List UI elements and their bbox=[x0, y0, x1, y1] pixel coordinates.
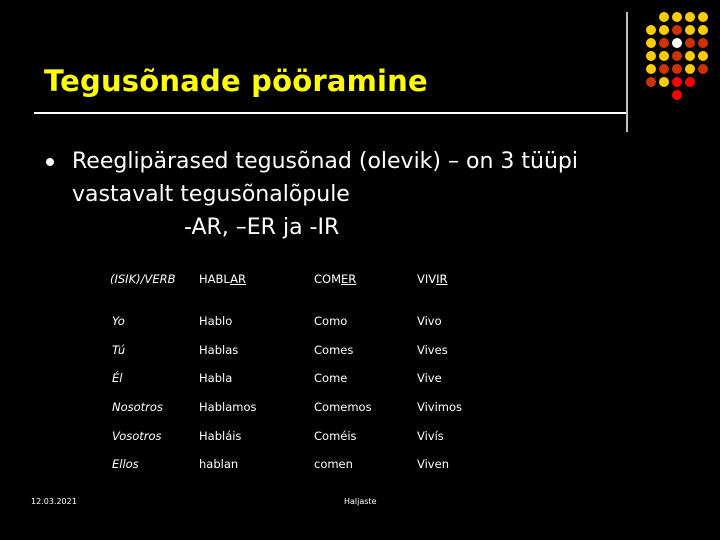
table-cell: hablan bbox=[199, 457, 239, 471]
table-cell: Hablamos bbox=[199, 400, 257, 414]
comer-ending: ER bbox=[341, 272, 357, 286]
bullet-icon bbox=[46, 158, 54, 166]
decor-dot bbox=[685, 25, 695, 35]
decor-dot bbox=[698, 38, 708, 48]
table-cell-person: Nosotros bbox=[112, 400, 163, 414]
table-cell: Vive bbox=[417, 371, 442, 385]
decor-dot bbox=[646, 38, 656, 48]
decor-dot bbox=[659, 51, 669, 61]
table-cell: Coméis bbox=[314, 429, 357, 443]
table-cell: comen bbox=[314, 457, 353, 471]
decor-dot bbox=[698, 25, 708, 35]
table-cell: Habla bbox=[199, 371, 233, 385]
decor-dot bbox=[672, 90, 682, 100]
decor-dot bbox=[672, 38, 682, 48]
table-cell: Vivimos bbox=[417, 400, 463, 414]
table-cell: Como bbox=[314, 314, 348, 328]
decor-dot bbox=[659, 25, 669, 35]
table-cell: Hablas bbox=[199, 343, 239, 357]
decor-vertical-line bbox=[626, 12, 628, 132]
decor-dot bbox=[672, 77, 682, 87]
decor-dot bbox=[646, 25, 656, 35]
table-header-vivir bbox=[417, 272, 448, 286]
bullet-line-1: Reeglipärased tegusõnad (olevik) – on 3 tüüpi bbox=[72, 149, 578, 174]
table-cell: Viven bbox=[417, 457, 449, 471]
table-cell: Vivís bbox=[417, 429, 444, 443]
table-header-person: (ISIK)/VERB bbox=[110, 272, 176, 286]
decor-dot bbox=[646, 51, 656, 61]
comer-stem: COM bbox=[314, 272, 342, 286]
hablar-ending: AR bbox=[230, 272, 246, 286]
table-cell: Hablo bbox=[199, 314, 233, 328]
hablar-stem: HABL bbox=[199, 272, 231, 286]
table-header-hablar bbox=[199, 272, 246, 286]
footer-label: Haljaste bbox=[344, 497, 377, 506]
table-cell: Come bbox=[314, 371, 348, 385]
decor-dot bbox=[685, 38, 695, 48]
table-cell: Vivo bbox=[417, 314, 442, 328]
title-underline bbox=[34, 112, 626, 114]
table-header-comer bbox=[314, 272, 356, 286]
vivir-ending: IR bbox=[436, 272, 448, 286]
decor-dot bbox=[659, 12, 669, 22]
vivir-stem: VIV bbox=[417, 272, 437, 286]
slide-title: Tegusõnade pööramine bbox=[44, 64, 428, 98]
decor-dot bbox=[646, 64, 656, 74]
table-cell: Habláis bbox=[199, 429, 242, 443]
decor-dot bbox=[672, 51, 682, 61]
decor-dot bbox=[685, 77, 695, 87]
decor-dot bbox=[672, 12, 682, 22]
table-cell: Comemos bbox=[314, 400, 372, 414]
decor-dot bbox=[672, 25, 682, 35]
table-cell-person: Él bbox=[112, 371, 123, 385]
footer-date: 12.03.2021 bbox=[31, 497, 77, 506]
table-cell-person: Tú bbox=[112, 343, 126, 357]
bullet-line-3: -AR, –ER ja -IR bbox=[184, 215, 340, 240]
decor-dot bbox=[685, 12, 695, 22]
decor-dot bbox=[646, 77, 656, 87]
table-cell-person: Yo bbox=[112, 314, 125, 328]
decor-dot bbox=[698, 64, 708, 74]
decor-dot bbox=[659, 64, 669, 74]
decor-dot bbox=[672, 64, 682, 74]
table-cell: Vives bbox=[417, 343, 448, 357]
decor-dot bbox=[659, 77, 669, 87]
table-cell-person: Ellos bbox=[112, 457, 139, 471]
decor-dot bbox=[685, 51, 695, 61]
decor-dot bbox=[659, 38, 669, 48]
bullet-text bbox=[72, 145, 662, 244]
decor-dot bbox=[698, 51, 708, 61]
table-cell-person: Vosotros bbox=[112, 429, 162, 443]
decor-dot bbox=[698, 12, 708, 22]
decor-dot bbox=[685, 64, 695, 74]
bullet-line-2: vastavalt tegusõnalõpule bbox=[72, 182, 350, 207]
table-cell: Comes bbox=[314, 343, 354, 357]
